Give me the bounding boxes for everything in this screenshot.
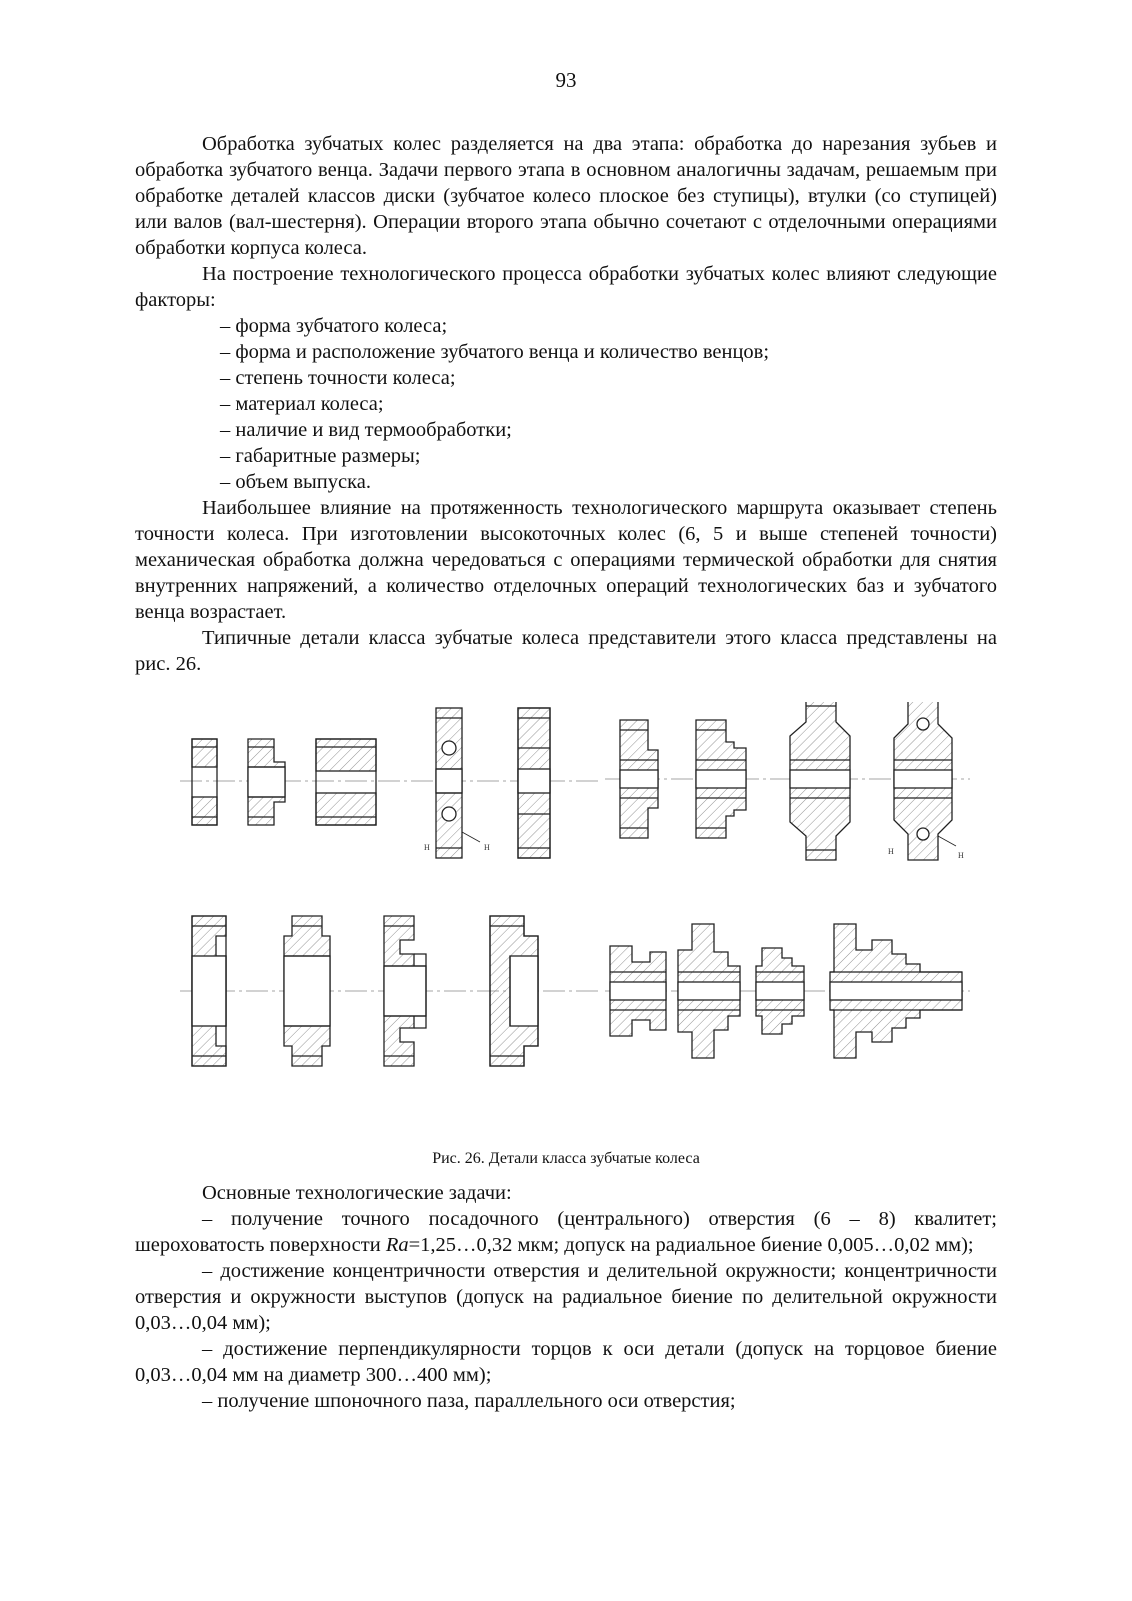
gear-drawing [610, 946, 666, 1036]
paragraph-intro: Обработка зубчатых колес разделяется на два этапа: обработка до нарезания зубьев и обработка зубчатого венца. Задачи первого этапа в основном аналогичны задачам, решаемым при обработке деталей классов диски (зубчатое колесо плоское без ступицы), втулки (со ступицей) или валов (вал-шестерня). Операции второго этапа обычно сочетают с отделочными операциями обработки корпуса колеса. [135, 133, 997, 259]
task-item: – получение шпоночного паза, параллельного оси отверстия; [202, 1390, 736, 1412]
task-text: =1,25…0,32 мкм; допуск на радиальное биение 0,005…0,02 мм); [408, 1234, 974, 1256]
gear-drawing [192, 916, 226, 1066]
list-item: – степень точности колеса; [220, 367, 456, 389]
paragraph-typical-parts: Типичные детали класса зубчатые колеса представители этого класса представлены на рис. 26. [135, 627, 997, 675]
task-item [135, 1206, 997, 1258]
tasks-heading: Основные технологические задачи: [202, 1182, 512, 1204]
text-bottom [135, 1180, 997, 1414]
marker-label: H [424, 843, 430, 852]
paragraph-accuracy: Наибольшее влияние на протяженность технологического маршрута оказывает степень точности колеса. При изготовлении высокоточных колес (6, 5 и выше степеней точности) механическая обработка должна чередоваться с операциями термической обработки для снятия внутренних напряжений, а количество отделочных операций технологических баз и зубчатого венца возрастает. [135, 497, 997, 623]
gear-drawing [316, 739, 376, 825]
marker-label: H [484, 843, 490, 852]
gear-drawing [620, 720, 658, 838]
page-number: 93 [555, 68, 577, 92]
list-item: – объем выпуска. [220, 471, 371, 493]
gear-drawing [284, 916, 330, 1066]
gear-drawing [424, 708, 490, 858]
gear-drawing [518, 708, 550, 858]
gear-drawing [756, 948, 804, 1034]
gear-drawing [696, 720, 746, 838]
gear-drawing [678, 924, 740, 1058]
roughness-symbol: Ra [385, 1234, 409, 1256]
figure-caption: Рис. 26. Детали класса зубчатые колеса [432, 1150, 700, 1167]
gear-drawing [888, 702, 964, 860]
gear-drawing [248, 739, 285, 825]
text-top [135, 131, 997, 677]
task-item: – достижение перпендикулярности торцов к оси детали (допуск на торцовое биение 0,03…0,04 мм на диаметр 300…400 мм); [135, 1338, 997, 1386]
gear-drawing [790, 702, 850, 860]
task-item: – достижение концентричности отверстия и делительной окружности; концентричности отверстия и окружности выступов (допуск на радиальное биение по делительной окружности 0,03…0,04 мм); [135, 1260, 997, 1334]
list-item: – форма зубчатого колеса; [220, 315, 448, 337]
list-item: – габаритные размеры; [220, 445, 421, 467]
marker-label: H [888, 847, 894, 856]
gear-drawing [490, 916, 538, 1066]
paragraph-factors-intro: На построение технологического процесса обработки зубчатых колес влияют следующие факторы: [135, 263, 997, 311]
marker-label: H [958, 851, 964, 860]
gear-drawing [192, 739, 217, 825]
figure-gear-parts [180, 702, 980, 1102]
list-item: – материал колеса; [220, 393, 384, 415]
gear-drawing [830, 924, 962, 1058]
list-item: – форма и расположение зубчатого венца и количество венцов; [220, 341, 770, 363]
gear-drawing [384, 916, 426, 1066]
task-text: – получение точного посадочного (центрального) отверстия (6 – 8) квалитет; шероховатость поверхности [135, 1208, 997, 1256]
list-item: – наличие и вид термообработки; [220, 419, 512, 441]
